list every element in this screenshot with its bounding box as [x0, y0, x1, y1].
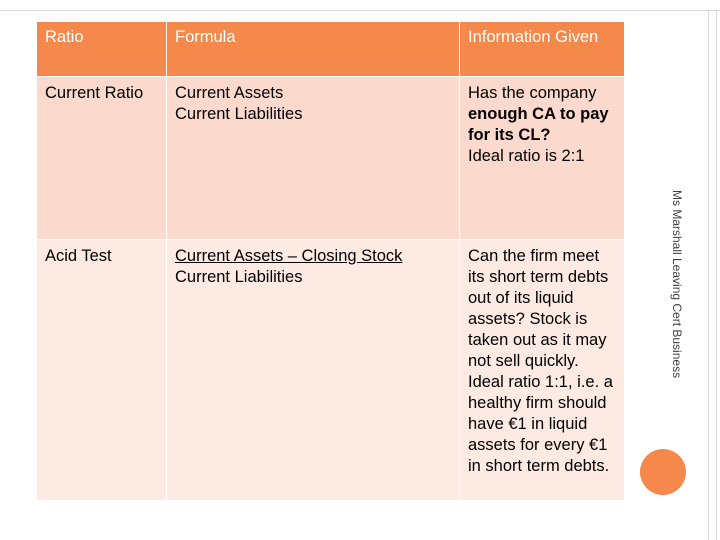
cell-information — [460, 77, 625, 240]
header-formula: Formula — [167, 22, 460, 77]
cell-information: Can the firm meet its short term debts out of its liquid assets? Stock is taken out as it may not sell quickly. Ideal ratio 1:1, i.e. a healthy firm should have €1 in liquid assets for every €1 in short term debts. — [460, 240, 625, 501]
side-credit — [668, 190, 686, 378]
cell-formula — [167, 77, 460, 240]
cell-ratio-name: Current Ratio — [37, 77, 167, 240]
table-header-row — [37, 22, 625, 77]
info-bold-text: enough CA to pay for its CL? — [468, 105, 609, 144]
header-information-given: Information Given — [460, 22, 625, 77]
formula-denominator: Current Liabilities — [175, 268, 303, 286]
cell-formula — [167, 240, 460, 501]
info-text: Has the company — [468, 84, 597, 102]
info-ideal-ratio: Ideal ratio is 2:1 — [468, 147, 585, 165]
cell-ratio-name: Acid Test — [37, 240, 167, 501]
header-ratio: Ratio — [37, 22, 167, 77]
ratio-table — [36, 21, 625, 501]
formula-numerator: Current Assets — [175, 84, 284, 102]
formula-denominator: Current Liabilities — [175, 105, 303, 123]
table-row-acid-test — [37, 240, 625, 501]
table-row-current-ratio — [37, 77, 625, 240]
formula-numerator: Current Assets – Closing Stock — [175, 247, 403, 265]
slide-top-border — [0, 0, 720, 11]
side-credit-text: Ms Marshall Leaving Cert Business — [670, 190, 684, 379]
accent-circle — [640, 449, 686, 495]
slide-right-border — [708, 10, 709, 540]
slide-right-border-outer — [716, 10, 717, 540]
